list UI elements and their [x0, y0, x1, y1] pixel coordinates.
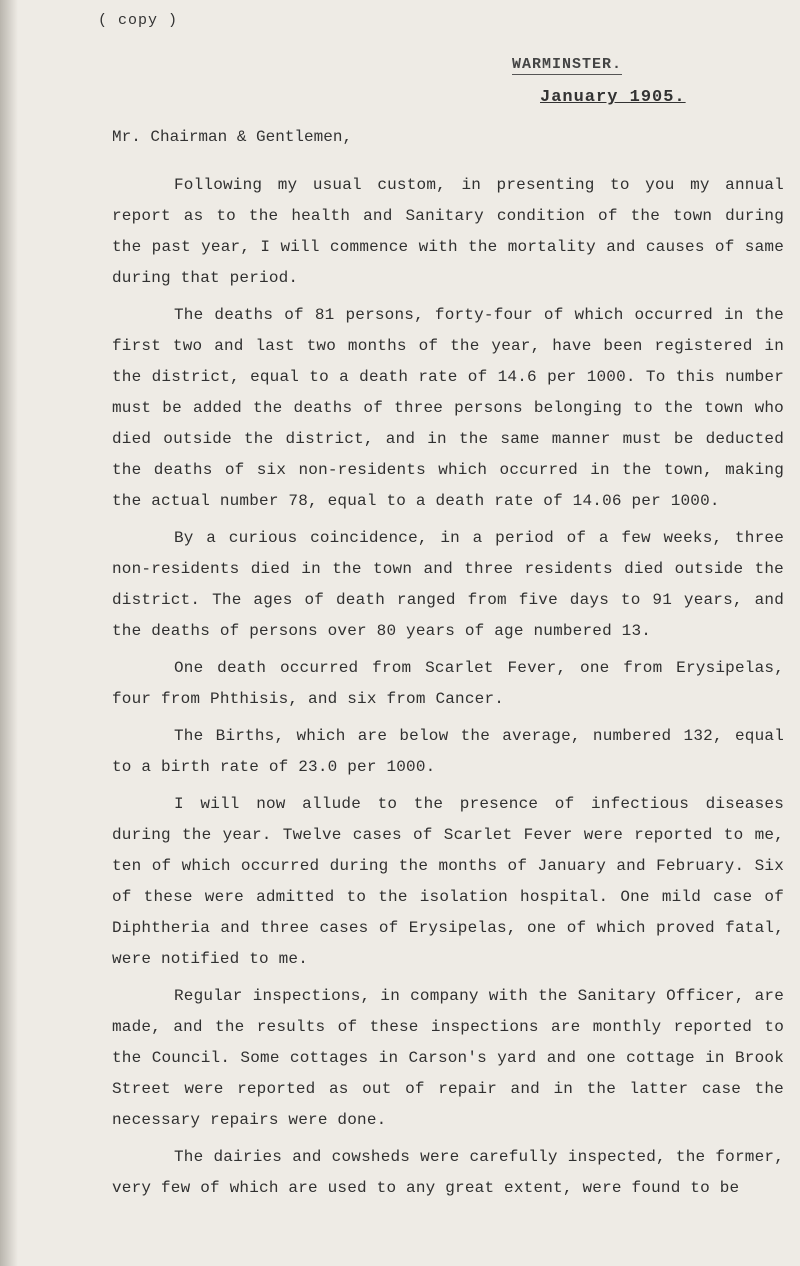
paragraph-inspections: Regular inspections, in company with the Sanitary Officer, are made, and the results of these inspections are monthly reported to the Council. Some cottages in Carson's yard and one cottage in Brook Street were reported as out of repair and in the latter case the necessary repairs were done. [112, 987, 784, 1129]
paragraph-coincidence: By a curious coincidence, in a period of a few weeks, three non-residents died in the town and three residents died outside the district. The ages of death ranged from five days to 91 years, and the deaths of persons over 80 years of age numbered 13. [112, 529, 784, 640]
paragraph-births: The Births, which are below the average, numbered 132, equal to a birth rate of 23.0 per 1000. [112, 727, 784, 776]
copy-mark: ( copy ) [98, 12, 179, 29]
paragraph-dairies: The dairies and cowsheds were carefully inspected, the former, very few of which are used to any great extent, were found to be [112, 1148, 784, 1197]
report-body [112, 170, 784, 1210]
page-edge-shadow [0, 0, 18, 1266]
salutation: Mr. Chairman & Gentlemen, [112, 128, 353, 146]
date-line: January 1905. [540, 88, 686, 107]
paragraph-intro: Following my usual custom, in presenting to you my annual report as to the health and Sanitary condition of the town during the past year, I will commence with the mortality and causes of same during that period. [112, 176, 784, 287]
paragraph-causes: One death occurred from Scarlet Fever, one from Erysipelas, four from Phthisis, and six from Cancer. [112, 659, 784, 708]
paragraph-deaths: The deaths of 81 persons, forty-four of which occurred in the first two and last two months of the year, have been registered in the district, equal to a death rate of 14.6 per 1000. To this number must be added the deaths of three persons belonging to the town who died outside the district, and in the same manner must be deducted the deaths of six non-residents which occurred in the town, making the actual number 78, equal to a death rate of 14.06 per 1000. [112, 306, 784, 510]
place-heading: WARMINSTER. [512, 56, 623, 73]
paragraph-infectious-diseases: I will now allude to the presence of infectious diseases during the year. Twelve cases of Scarlet Fever were reported to me, ten of which occurred during the months of January and February. Six of these were admitted to the isolation hospital. One mild case of Diphtheria and three cases of Erysipelas, one of which proved fatal, were notified to me. [112, 795, 784, 968]
